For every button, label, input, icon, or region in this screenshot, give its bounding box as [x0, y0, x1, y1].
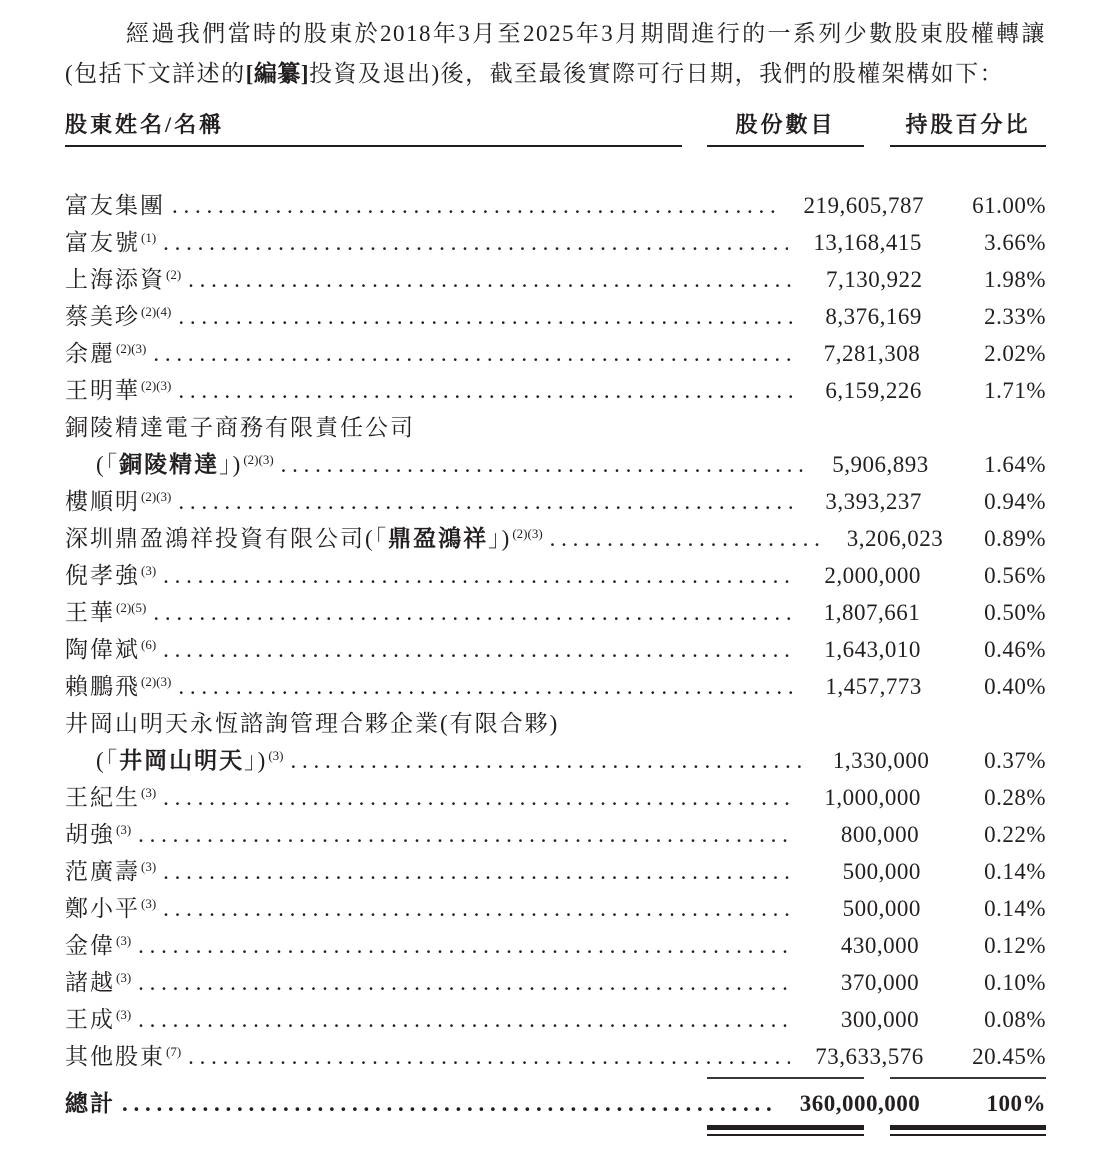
leader-dots — [281, 446, 808, 483]
rule-line — [890, 1077, 1046, 1079]
table-row — [65, 557, 1046, 594]
name-text-segment: 胡強 — [65, 822, 115, 847]
table-row — [65, 335, 1046, 372]
note-superscript: (3) — [116, 822, 132, 837]
rule-line — [707, 1077, 864, 1079]
note-superscript: (2)(5) — [116, 600, 147, 615]
percent-column-rule — [890, 1125, 1046, 1136]
rule-line — [707, 1125, 864, 1136]
name-text-segment: 諸越 — [65, 970, 115, 995]
name-text-segment: 鄭小平 — [65, 896, 140, 921]
shareholder-name — [65, 1085, 115, 1122]
name-text-segment: 總計 — [65, 1091, 115, 1116]
leader-dots — [163, 779, 796, 816]
name-text-segment: 樓順明 — [65, 489, 140, 514]
shares-column-rule — [707, 1077, 864, 1079]
leader-dots — [178, 483, 798, 520]
note-superscript: (2)(3) — [141, 489, 172, 504]
shareholder-name-cell — [65, 520, 822, 557]
table-row — [65, 520, 1046, 557]
leader-dots — [178, 298, 798, 335]
table-row — [65, 224, 1046, 261]
table-row — [65, 1038, 1046, 1075]
name-text-segment: 上海添資 — [65, 267, 165, 292]
table-row — [65, 853, 1046, 890]
leader-dots — [163, 853, 796, 890]
shareholder-name — [65, 631, 156, 668]
percent-value: 61.00% — [972, 193, 1046, 218]
shares-value: 370,000 — [840, 970, 920, 995]
table-header-row — [65, 112, 1046, 147]
name-text-segment: 其他股東 — [65, 1044, 165, 1069]
note-superscript: (3) — [141, 896, 157, 911]
shares-value: 73,633,576 — [815, 1044, 924, 1069]
shares-value: 7,130,922 — [826, 267, 923, 292]
percent-value: 1.71% — [984, 378, 1046, 403]
shareholder-name-cell — [65, 668, 798, 705]
name-text-segment: 倪孝強 — [65, 563, 140, 588]
table-row — [65, 779, 1046, 816]
shareholder-name — [65, 927, 131, 964]
rule-line — [890, 1125, 1046, 1136]
shares-value: 219,605,787 — [803, 193, 924, 218]
shares-value: 13,168,415 — [813, 230, 922, 255]
leader-dots — [188, 261, 799, 298]
table-row — [65, 594, 1046, 631]
shares-value: 1,643,010 — [824, 637, 921, 662]
intro-redacted-marker: [編纂] — [245, 61, 309, 86]
intro-paragraph — [65, 14, 1046, 94]
name-text-segment: 井岡山明天永恆諮詢管理合夥企業(有限合夥) — [65, 711, 560, 736]
shareholder-name-cell — [65, 1038, 790, 1075]
shareholder-name — [65, 409, 415, 446]
percent-value: 0.10% — [984, 970, 1046, 995]
shareholder-name — [65, 520, 543, 557]
percent-value: 0.94% — [984, 489, 1046, 514]
name-text-segment: 陶偉斌 — [65, 637, 140, 662]
name-text-segment: 王成 — [65, 1007, 115, 1032]
table-row — [65, 816, 1046, 853]
shareholder-name-cell — [65, 705, 1046, 742]
percent-value: 0.14% — [984, 859, 1046, 884]
name-text-segment: 賴鵬飛 — [65, 674, 140, 699]
name-text-segment: 銅陵精達電子商務有限責任公司 — [65, 415, 415, 440]
total-double-rule — [65, 1125, 1046, 1136]
table-row — [65, 742, 1046, 779]
shareholder-name-cell — [65, 779, 796, 816]
percent-value: 20.45% — [972, 1044, 1046, 1069]
leader-dots — [178, 372, 798, 409]
table-row-name-overflow-line — [65, 409, 1046, 446]
shareholder-name-cell — [65, 261, 799, 298]
percent-value: 0.40% — [984, 674, 1046, 699]
header-number-of-shares: 股份數目 — [707, 112, 864, 147]
percent-value: 0.89% — [984, 526, 1046, 551]
note-superscript: (3) — [116, 1007, 132, 1022]
table-row — [65, 446, 1046, 483]
name-text-segment: 王紀生 — [65, 785, 140, 810]
shareholder-name-cell — [65, 446, 807, 483]
shareholder-name — [65, 298, 171, 335]
shareholder-name — [65, 1038, 181, 1075]
shareholder-name-cell — [65, 557, 796, 594]
table-row — [65, 890, 1046, 927]
shareholder-name-cell — [65, 927, 793, 964]
shareholder-name-cell — [65, 1085, 775, 1122]
header-shareholding-percentage: 持股百分比 — [890, 112, 1046, 147]
shares-value: 3,206,023 — [846, 526, 944, 551]
name-text-segment: (「 — [96, 748, 120, 773]
shares-column-rule — [707, 1125, 864, 1136]
percent-value: 1.98% — [984, 267, 1046, 292]
shares-value: 500,000 — [842, 896, 921, 921]
shareholder-name-cell — [65, 964, 793, 1001]
shares-value: 1,330,000 — [832, 748, 930, 773]
leader-dots — [138, 927, 792, 964]
shareholder-name — [65, 853, 156, 890]
table-row — [65, 483, 1046, 520]
shareholder-name-cell — [65, 372, 798, 409]
shareholder-name — [65, 779, 156, 816]
table-row — [65, 964, 1046, 1001]
percent-column-rule — [890, 1077, 1046, 1079]
shareholder-name — [65, 705, 559, 742]
table-body — [65, 187, 1046, 1136]
leader-dots — [550, 520, 822, 557]
leader-dots — [153, 335, 794, 372]
defined-term-bold: 井岡山明天 — [119, 748, 245, 773]
name-text-segment: 王華 — [65, 600, 115, 625]
name-text-segment: 」) — [219, 452, 243, 477]
note-superscript: (3) — [116, 970, 132, 985]
note-superscript: (3) — [141, 563, 157, 578]
percent-value: 0.12% — [984, 933, 1046, 958]
shareholder-name — [65, 224, 156, 261]
shareholder-name — [65, 187, 165, 224]
leader-dots — [178, 668, 798, 705]
leader-dots — [163, 224, 788, 261]
note-superscript: (1) — [141, 230, 157, 245]
note-superscript: (2)(3) — [141, 378, 172, 393]
percent-value: 2.02% — [984, 341, 1047, 366]
shareholder-name-cell — [65, 224, 788, 261]
shareholder-name-cell — [65, 409, 1046, 446]
shares-value: 1,000,000 — [824, 785, 921, 810]
table-row — [65, 1001, 1046, 1038]
name-text-segment: 余麗 — [65, 341, 115, 366]
header-shareholder-name: 股東姓名/名稱 — [65, 112, 682, 147]
shareholder-name — [65, 1001, 131, 1038]
shares-value: 430,000 — [840, 933, 920, 958]
percent-value: 0.50% — [984, 600, 1047, 625]
defined-term-bold: 鼎盈鴻祥 — [388, 526, 489, 551]
shareholder-name-cell — [65, 483, 798, 520]
shareholder-name-cell — [65, 187, 778, 224]
shareholder-name — [65, 557, 156, 594]
leader-dots — [163, 557, 796, 594]
name-text-segment: 」) — [488, 526, 512, 551]
name-text-segment: 王明華 — [65, 378, 140, 403]
note-superscript: (3) — [141, 859, 157, 874]
table-row — [65, 927, 1046, 964]
table-row — [65, 631, 1046, 668]
shares-value: 800,000 — [840, 822, 920, 847]
name-text-segment: 范廣壽 — [65, 859, 140, 884]
shareholder-name-cell — [65, 853, 796, 890]
name-text-segment: 」) — [244, 748, 268, 773]
percent-value: 0.28% — [984, 785, 1046, 810]
percent-value: 0.08% — [984, 1007, 1046, 1032]
percent-value: 0.56% — [984, 563, 1046, 588]
name-text-segment: (「 — [96, 452, 120, 477]
percent-value: 0.37% — [984, 748, 1046, 773]
intro-text-before: 經過我們當時的股東於2018年3月至2025年3月期間進行的一系列少數股東股權轉讓(包括下文詳述的 — [65, 21, 1046, 86]
shareholder-name-cell — [65, 742, 808, 779]
shareholder-name — [65, 668, 171, 705]
name-text-segment: 富友號 — [65, 230, 140, 255]
name-text-segment: 蔡美珍 — [65, 304, 140, 329]
shareholder-name-cell — [65, 298, 798, 335]
leader-dots — [163, 890, 796, 927]
defined-term-bold: 銅陵精達 — [119, 452, 220, 477]
shares-value: 500,000 — [842, 859, 921, 884]
percent-value: 0.46% — [984, 637, 1046, 662]
name-text-segment: 富友集團 — [65, 193, 165, 218]
subtotal-single-rule — [65, 1077, 1046, 1079]
rule-spacer — [65, 1077, 682, 1079]
shares-value: 360,000,000 — [799, 1091, 921, 1116]
shareholder-name — [65, 742, 284, 779]
shareholder-name — [65, 372, 171, 409]
leader-dots — [138, 816, 792, 853]
percent-value: 2.33% — [984, 304, 1046, 329]
leader-dots — [138, 964, 792, 1001]
shares-value: 1,807,661 — [823, 600, 921, 625]
shareholder-name — [65, 483, 171, 520]
leader-dots — [153, 594, 794, 631]
note-superscript: (2)(3) — [116, 341, 147, 356]
table-row — [65, 187, 1046, 224]
table-row — [65, 298, 1046, 335]
shares-value: 1,457,773 — [825, 674, 922, 699]
shareholder-name — [65, 261, 181, 298]
table-row — [65, 668, 1046, 705]
leader-dots — [163, 631, 796, 668]
table-row — [65, 372, 1046, 409]
shareholder-name — [65, 964, 131, 1001]
note-superscript: (7) — [166, 1044, 182, 1059]
shareholder-name — [65, 335, 146, 372]
shares-value: 300,000 — [840, 1007, 920, 1032]
leader-dots — [138, 1001, 792, 1038]
note-superscript: (2)(3) — [243, 452, 274, 467]
shares-value: 8,376,169 — [825, 304, 922, 329]
table-row — [65, 261, 1046, 298]
note-superscript: (3) — [141, 785, 157, 800]
shares-value: 5,906,893 — [832, 452, 929, 477]
shareholder-name — [65, 446, 274, 483]
note-superscript: (2) — [166, 267, 182, 282]
percent-value: 1.64% — [984, 452, 1046, 477]
shares-value: 3,393,237 — [825, 489, 922, 514]
percent-value: 100% — [986, 1091, 1046, 1116]
shareholding-table — [65, 112, 1046, 1136]
note-superscript: (3) — [268, 748, 284, 763]
shareholder-name-cell — [65, 890, 796, 927]
leader-dots — [188, 1038, 790, 1075]
shareholder-name — [65, 816, 131, 853]
percent-value: 0.22% — [984, 822, 1046, 847]
note-superscript: (2)(3) — [141, 674, 172, 689]
shareholder-name-cell — [65, 1001, 793, 1038]
percent-value: 0.14% — [984, 896, 1046, 921]
intro-text-after: 投資及退出)後，截至最後實際可行日期，我們的股權架構如下： — [309, 61, 1005, 86]
shareholder-name — [65, 594, 146, 631]
note-superscript: (6) — [141, 637, 157, 652]
name-text-segment: 金偉 — [65, 933, 115, 958]
percent-value: 3.66% — [984, 230, 1046, 255]
shares-value: 7,281,308 — [823, 341, 921, 366]
leader-dots — [172, 187, 778, 224]
leader-dots — [291, 742, 808, 779]
shares-value: 2,000,000 — [824, 563, 921, 588]
note-superscript: (3) — [116, 933, 132, 948]
table-row-name-overflow-line — [65, 705, 1046, 742]
shareholder-name — [65, 890, 156, 927]
rule-spacer — [65, 1125, 682, 1136]
shareholder-name-cell — [65, 631, 796, 668]
leader-dots — [122, 1085, 775, 1122]
name-text-segment: 深圳鼎盈鴻祥投資有限公司(「 — [65, 526, 389, 551]
shareholder-name-cell — [65, 335, 795, 372]
shareholder-name-cell — [65, 816, 793, 853]
table-row-total — [65, 1085, 1046, 1122]
shareholder-name-cell — [65, 594, 795, 631]
note-superscript: (2)(3) — [512, 526, 543, 541]
shares-value: 6,159,226 — [825, 378, 922, 403]
note-superscript: (2)(4) — [141, 304, 172, 319]
